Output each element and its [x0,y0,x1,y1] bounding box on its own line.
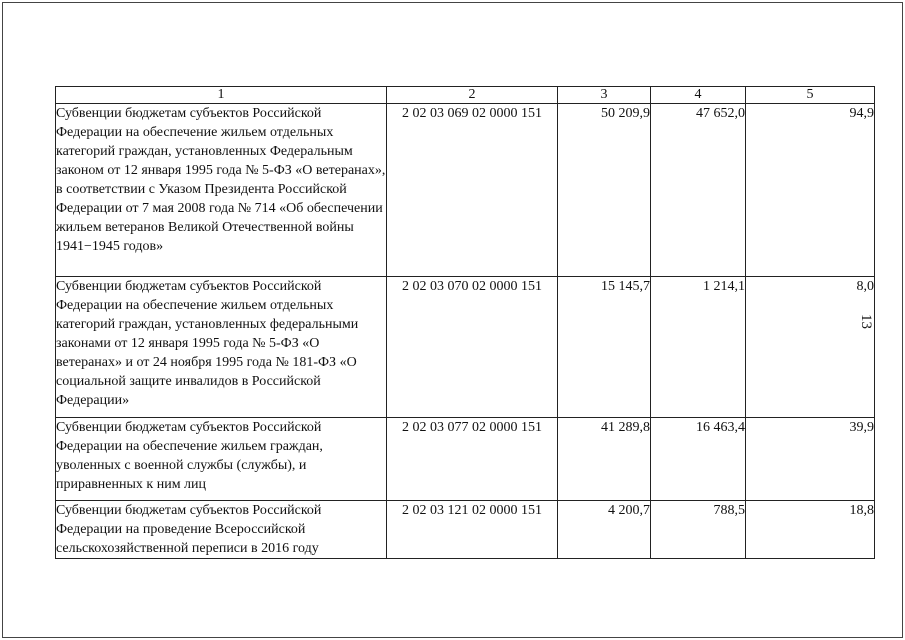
row-value-col4: 1 214,1 [651,277,746,418]
column-header-5: 5 [746,87,875,104]
column-header-1: 1 [56,87,387,104]
row-value-col4: 788,5 [651,501,746,559]
table-row [56,277,875,418]
table-row [56,418,875,501]
column-header-3: 3 [558,87,651,104]
row-code: 2 02 03 077 02 0000 151 [387,418,558,501]
row-value-col3: 50 209,9 [558,104,651,277]
row-value-col5: 18,8 [746,501,875,559]
column-header-4: 4 [651,87,746,104]
budget-table [55,86,875,559]
row-value-col4: 16 463,4 [651,418,746,501]
header-row [56,87,875,104]
row-value-col5: 39,9 [746,418,875,501]
page-number: 13 [858,314,874,329]
row-code: 2 02 03 069 02 0000 151 [387,104,558,277]
row-description: Субвенции бюджетам субъектов Российской Федерации на обеспечение жильем граждан, уволенных с военной службы (службы), и приравненных к ним лиц [56,418,387,501]
table-row [56,501,875,559]
row-description: Субвенции бюджетам субъектов Российской Федерации на обеспечение жильем отдельных категорий граждан, установленных Федеральным законом от 12 января 1995 года № 5-ФЗ «О ветеранах», в соответствии с Указом Президента Российской Федерации от 7 мая 2008 года № 714 «Об обеспечении жильем ветеранов Великой Отечественной войны 1941−1945 годов» [56,104,387,277]
row-value-col3: 41 289,8 [558,418,651,501]
table-row [56,104,875,277]
row-value-col4: 47 652,0 [651,104,746,277]
row-code: 2 02 03 070 02 0000 151 [387,277,558,418]
row-value-col5: 8,0 [746,277,875,418]
row-value-col3: 4 200,7 [558,501,651,559]
row-value-col5: 94,9 [746,104,875,277]
row-value-col3: 15 145,7 [558,277,651,418]
column-header-2: 2 [387,87,558,104]
row-description: Субвенции бюджетам субъектов Российской Федерации на проведение Всероссийской сельскохозяйственной переписи в 2016 году [56,501,387,559]
row-description: Субвенции бюджетам субъектов Российской Федерации на обеспечение жильем отдельных категорий граждан, установленных федеральными законами от 12 января 1995 года № 5-ФЗ «О ветеранах» и от 24 ноября 1995 года № 181-ФЗ «О социальной защите инвалидов в Российской Федерации» [56,277,387,418]
row-code: 2 02 03 121 02 0000 151 [387,501,558,559]
